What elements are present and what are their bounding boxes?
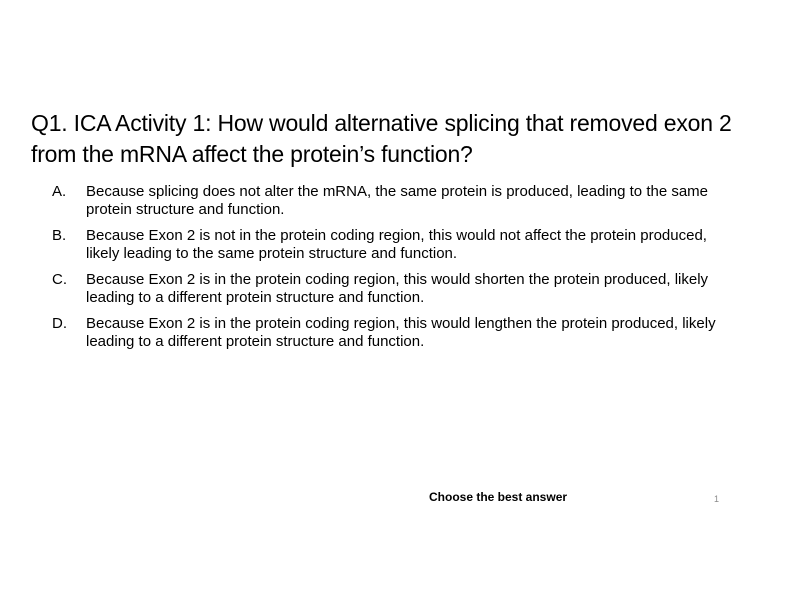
option-text: Because Exon 2 is not in the protein coding region, this would not affect the protein produced, likely leading to the same protein structure and function. (86, 227, 707, 262)
option-text: Because Exon 2 is in the protein coding region, this would lengthen the protein produced, likely leading to a different protein structure and function. (86, 315, 716, 350)
question-title (31, 108, 761, 170)
question-text: : How would alternative splicing that removed exon 2 from the mRNA affect the protein’s function? (31, 110, 732, 167)
option-letter: B. (52, 227, 67, 244)
option-letter: A. (52, 183, 67, 200)
question-prefix: Q1. ICA Activity 1 (31, 110, 206, 136)
option-letter: C. (52, 271, 67, 288)
answer-option-d (52, 315, 742, 350)
answer-option-a (52, 183, 742, 218)
answer-instruction: Choose the best answer (429, 490, 568, 504)
answer-options-list (52, 183, 742, 359)
answer-option-c (52, 271, 742, 306)
option-text: Because Exon 2 is in the protein coding region, this would shorten the protein produced, likely leading to a different protein structure and function. (86, 271, 709, 306)
option-text: Because splicing does not alter the mRNA, the same protein is produced, leading to the same protein structure and function. (86, 183, 709, 218)
answer-option-b (52, 227, 742, 262)
option-letter: D. (52, 315, 67, 332)
slide-number: 1 (714, 494, 720, 504)
